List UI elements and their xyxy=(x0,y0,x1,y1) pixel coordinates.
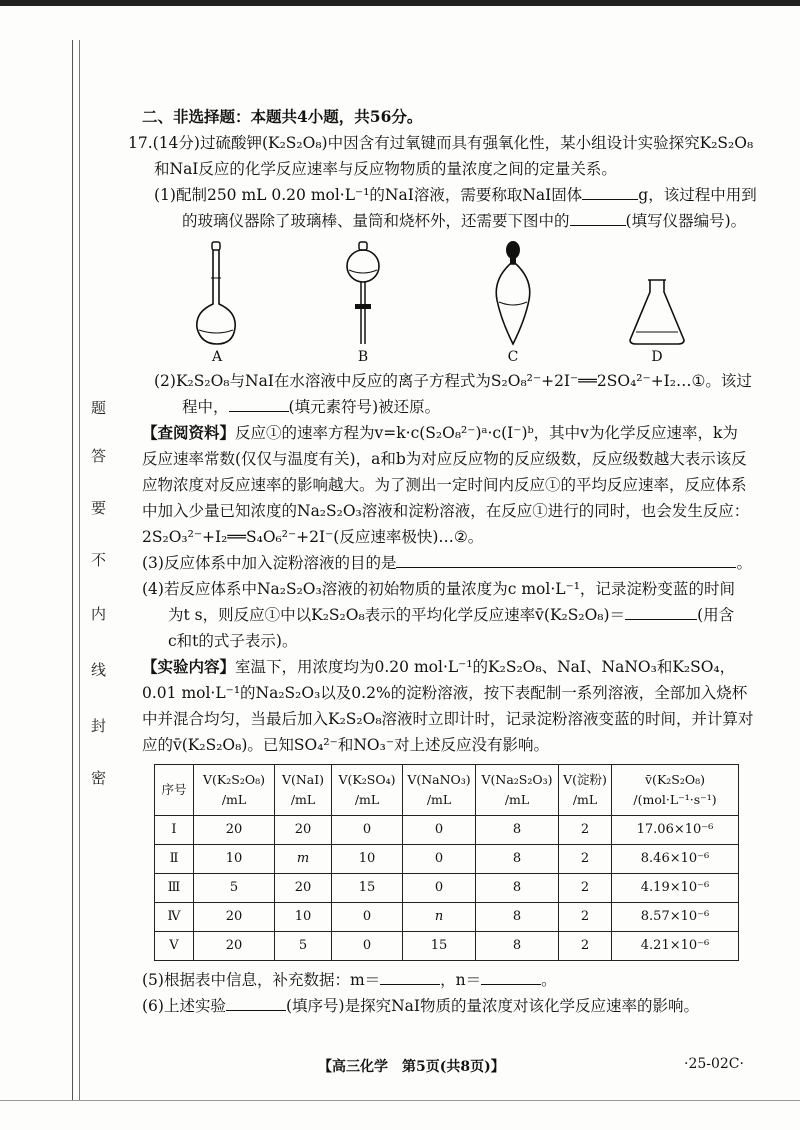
ref-line-3: 应物浓度对反应速率的影响越大。为了测出一定时间内反应①的平均反应速率，反应体系 xyxy=(142,476,747,494)
bottom-border xyxy=(0,1100,800,1101)
q17-part4-cont: 为t s，则反应①中以K₂S₂O₈表示的平均化学反应速率v̄(K₂S₂O₈)＝ (用含 xyxy=(142,602,762,628)
exp-line-1: 【实验内容】室温下，用浓度均为0.20 mol·L⁻¹的K₂S₂O₈、NaI、NaNO₃和K₂SO₄， xyxy=(142,657,736,676)
answer-blank-instrument[interactable] xyxy=(570,209,626,226)
table-cell: 0 xyxy=(332,932,403,961)
table-cell: 0 xyxy=(332,903,403,932)
erlenmeyer-flask-icon xyxy=(622,240,692,348)
q17-part2: (2)K₂S₂O₈与NaI在水溶液中反应的离子方程式为S₂O₈²⁻+2I⁻══2SO₄²⁻+I₂…①。该过 xyxy=(154,372,752,390)
q17-intro-2: 和NaI反应的化学反应速率与反应物物质的量浓度之间的定量关系。 xyxy=(154,160,617,178)
table-cell: 10 xyxy=(275,903,332,932)
exp-line-4: 应的v̄(K₂S₂O₈)。已知SO₄²⁻和NO₃⁻对上述反应没有影响。 xyxy=(142,736,549,754)
side-char: 密 xyxy=(89,770,107,785)
q17-part3: (3)反应体系中加入淀粉溶液的目的是 。 xyxy=(142,550,762,576)
table-cell: 4.21×10⁻⁶ xyxy=(612,932,739,961)
table-cell: 8 xyxy=(476,932,559,961)
table-cell: 20 xyxy=(194,816,275,845)
table-cell: m xyxy=(275,845,332,874)
table-cell: Ⅳ xyxy=(155,903,194,932)
glassware-figures xyxy=(142,240,762,368)
table-cell: 8.46×10⁻⁶ xyxy=(612,845,739,874)
table-cell: 4.19×10⁻⁶ xyxy=(612,874,739,903)
top-border xyxy=(0,0,800,6)
ref-line-2: 反应速率常数(仅仅与温度有关)，a和b为对应反应物的反应级数，反应级数越大表示该反 xyxy=(142,450,747,468)
table-cell: 20 xyxy=(194,903,275,932)
answer-blank-rate[interactable] xyxy=(625,603,697,620)
volumetric-flask-icon xyxy=(187,240,247,348)
footer-code: ·25-02C· xyxy=(684,1056,744,1072)
side-char: 线 xyxy=(89,662,107,677)
binding-line xyxy=(72,40,73,1100)
exp-line-2: 0.01 mol·L⁻¹的Na₂S₂O₃以及0.2%的淀粉溶液，按下表配制一系列溶液，全部加入烧杯 xyxy=(142,684,748,702)
ref-line-5: 2S₂O₃²⁻+I₂══S₄O₆²⁻+2I⁻(反应速率极快)…②。 xyxy=(142,528,484,546)
header-cell: V(K₂SO₄) /mL xyxy=(332,765,403,816)
table-cell: 5 xyxy=(194,874,275,903)
table-cell: Ⅰ xyxy=(155,816,194,845)
table-cell: Ⅲ xyxy=(155,874,194,903)
table-cell: 2 xyxy=(559,903,612,932)
table-cell: 2 xyxy=(559,874,612,903)
table-cell: 15 xyxy=(403,932,476,961)
figure-c xyxy=(458,240,568,366)
header-cell: V(K₂S₂O₈) /mL xyxy=(194,765,275,816)
table-cell: 2 xyxy=(559,932,612,961)
q17-part5: (5)根据表中信息，补充数据：m＝ ，n＝ 。 xyxy=(142,967,762,993)
figure-label: B xyxy=(357,349,369,365)
side-char: 要 xyxy=(89,500,107,515)
exam-page xyxy=(128,104,762,1019)
table-cell: 8 xyxy=(476,903,559,932)
experiment-table xyxy=(154,764,739,961)
separatory-funnel-icon xyxy=(333,240,393,348)
figure-b xyxy=(308,240,418,366)
table-cell: 17.06×10⁻⁶ xyxy=(612,816,739,845)
table-row xyxy=(155,845,739,874)
ref-line-1: 【查阅资料】反应①的速率方程为v=k·c(S₂O₈²⁻)ᵃ·c(I⁻)ᵇ，其中v为化学反应速率，k为 xyxy=(142,423,738,442)
table-cell: 15 xyxy=(332,874,403,903)
answer-blank-m[interactable] xyxy=(380,968,440,985)
table-cell: 0 xyxy=(403,816,476,845)
table-row xyxy=(155,816,739,845)
header-cell: v̄(K₂S₂O₈) /(mol·L⁻¹·s⁻¹) xyxy=(612,765,739,816)
table-cell: 2 xyxy=(559,845,612,874)
q17-intro-1: 17.(14分)过硫酸钾(K₂S₂O₈)中因含有过氧键而具有强氧化性，某小组设计实验探究K₂S₂O₈ xyxy=(128,134,754,152)
table-cell: 8 xyxy=(476,874,559,903)
side-char: 题 xyxy=(89,400,107,415)
section-title: 二、非选择题：本题共4小题，共56分。 xyxy=(142,107,423,126)
dropper-funnel-icon xyxy=(483,240,543,348)
binding-line-inner xyxy=(79,40,80,1100)
q17-part6: (6)上述实验 (填序号)是探究NaI物质的量浓度对该化学反应速率的影响。 xyxy=(142,993,762,1019)
answer-blank-purpose[interactable] xyxy=(396,551,736,568)
table-cell: 10 xyxy=(194,845,275,874)
q17-part1: (1)配制250 mL 0.20 mol·L⁻¹的NaI溶液，需要称取NaI固体 g，该过程中用到 xyxy=(142,182,762,208)
q17-part4-cont2: c和t的式子表示)。 xyxy=(168,632,298,650)
table-cell: 0 xyxy=(403,874,476,903)
table-cell: 0 xyxy=(403,845,476,874)
figure-label: C xyxy=(507,349,519,365)
exp-line-3: 中并混合均匀，当最后加入K₂S₂O₈溶液时立即计时，记录淀粉溶液变蓝的时间，并计算对 xyxy=(142,710,754,728)
ref-line-4: 中加入少量已知浓度的Na₂S₂O₃溶液和淀粉溶液，在反应①进行的同时，也会发生反应： xyxy=(142,502,750,520)
answer-blank-experiments[interactable] xyxy=(226,994,286,1011)
table-cell: 5 xyxy=(275,932,332,961)
table-cell: Ⅴ xyxy=(155,932,194,961)
q17-part2-cont: 程中， (填元素符号)被还原。 xyxy=(142,394,762,420)
q17-part4: (4)若反应体系中Na₂S₂O₃溶液的初始物质的量浓度为c mol·L⁻¹，记录淀粉变蓝的时间 xyxy=(142,580,735,598)
table-row xyxy=(155,903,739,932)
answer-blank-mass[interactable] xyxy=(582,183,638,200)
side-char: 内 xyxy=(89,606,107,621)
table-header-row xyxy=(155,765,739,816)
figure-d xyxy=(602,240,712,366)
table-cell: 2 xyxy=(559,816,612,845)
table-row xyxy=(155,874,739,903)
header-cell: V(NaI) /mL xyxy=(275,765,332,816)
header-cell: V(NaNO₃) /mL xyxy=(403,765,476,816)
header-cell: 序号 xyxy=(155,765,194,816)
figure-label: D xyxy=(651,349,663,365)
table-cell: 8 xyxy=(476,816,559,845)
header-cell: V(Na₂S₂O₃) /mL xyxy=(476,765,559,816)
side-char: 答 xyxy=(89,448,107,463)
header-cell: V(淀粉) /mL xyxy=(559,765,612,816)
table-row xyxy=(155,932,739,961)
figure-label: A xyxy=(211,349,223,365)
side-char: 封 xyxy=(89,718,107,733)
table-cell: 20 xyxy=(275,816,332,845)
table-cell: 8 xyxy=(476,845,559,874)
footer-page-info: 【高三化学 第5页(共8页)】 xyxy=(318,1059,505,1075)
table-cell: Ⅱ xyxy=(155,845,194,874)
table-cell: n xyxy=(403,903,476,932)
q17-part1-cont: 的玻璃仪器除了玻璃棒、量筒和烧杯外，还需要下图中的 (填写仪器编号)。 xyxy=(142,208,762,234)
table-cell: 8.57×10⁻⁶ xyxy=(612,903,739,932)
figure-a xyxy=(162,240,272,366)
table-cell: 20 xyxy=(194,932,275,961)
table-cell: 0 xyxy=(332,816,403,845)
table-cell: 10 xyxy=(332,845,403,874)
answer-blank-n[interactable] xyxy=(481,968,541,985)
side-char: 不 xyxy=(89,552,107,567)
table-cell: 20 xyxy=(275,874,332,903)
answer-blank-element[interactable] xyxy=(229,395,289,412)
